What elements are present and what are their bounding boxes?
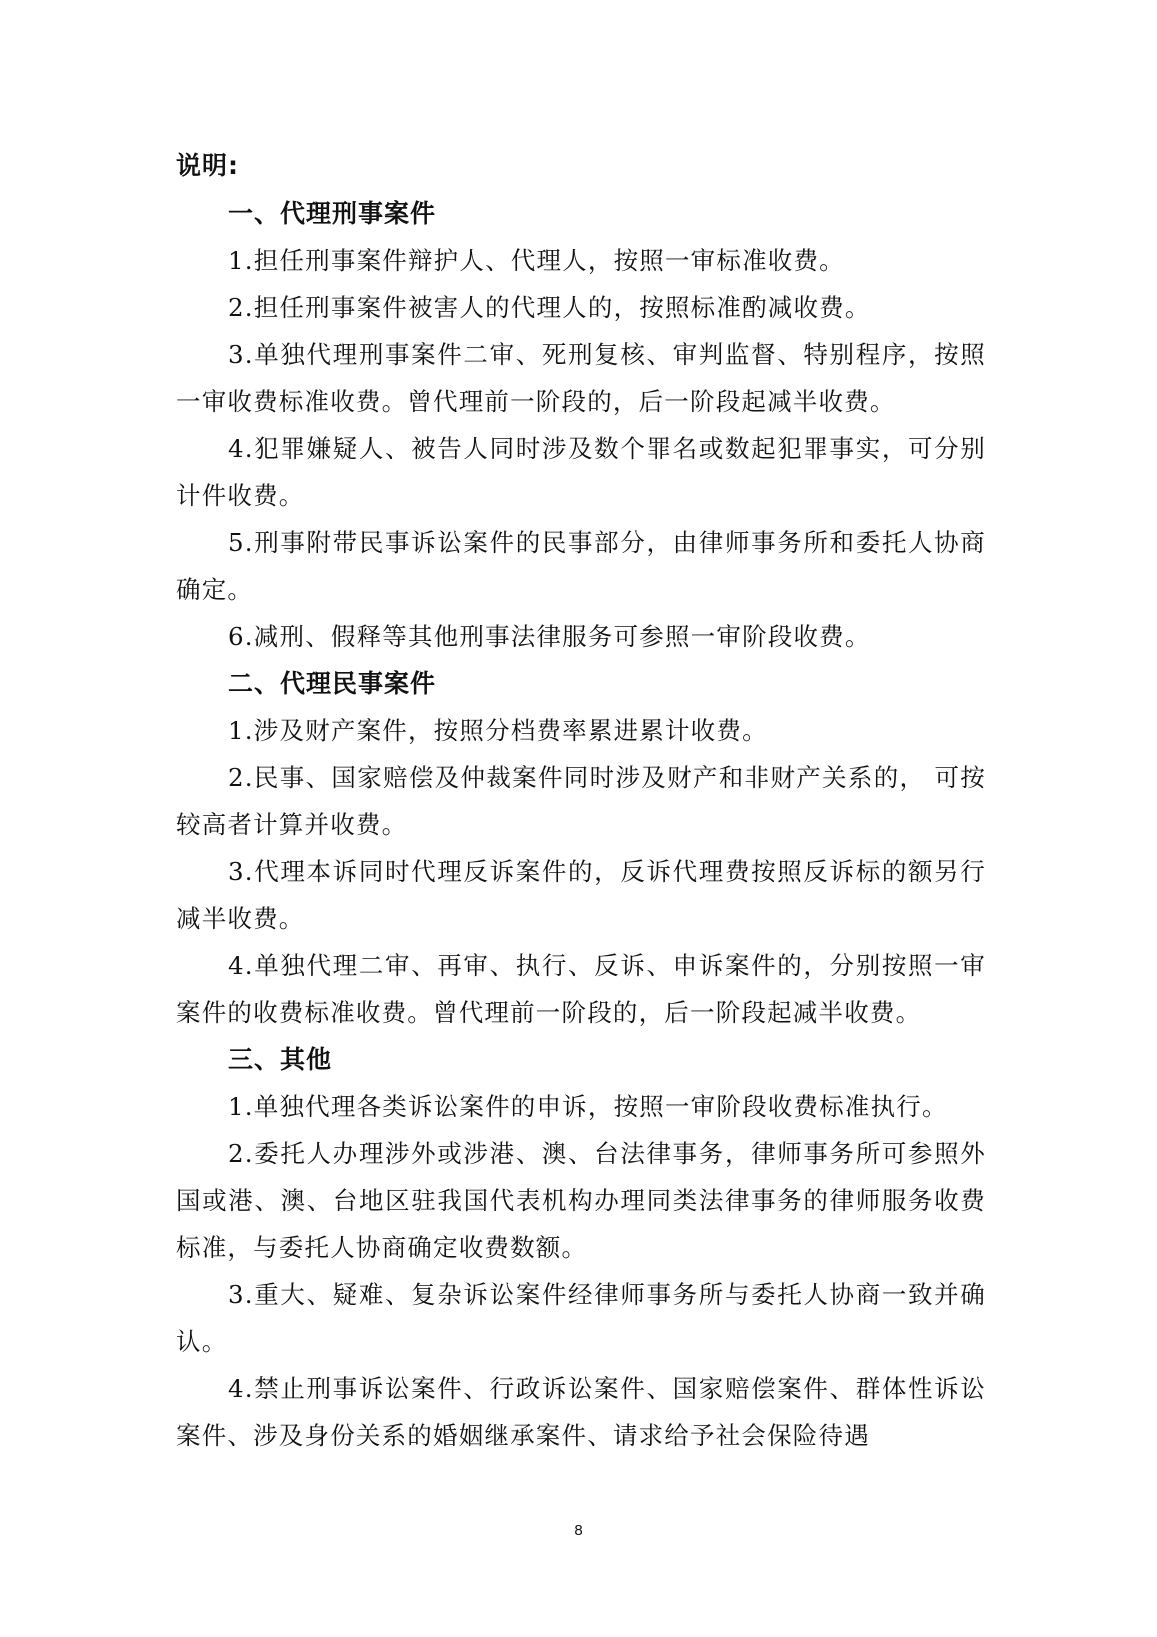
list-item: 6.减刑、假释等其他刑事法律服务可参照一审阶段收费。 [228,622,871,651]
list-item: 2.委托人办理涉外或涉港、澳、台法律事务，律师事务所可参照外国或港、澳、台地区驻我国代表机构办理同类法律事务的律师服务收费标准，与委托人协商确定收费数额。 [176,1139,986,1262]
document-body [176,142,986,1459]
list-item: 5.刑事附带民事诉讼案件的民事部分，由律师事务所和委托人协商确定。 [176,528,986,604]
document-title: 说明: [176,151,239,180]
page-number: 8 [574,1522,583,1539]
list-item: 3.重大、疑难、复杂诉讼案件经律师事务所与委托人协商一致并确认。 [176,1280,986,1356]
list-item: 4.犯罪嫌疑人、被告人同时涉及数个罪名或数起犯罪事实，可分别计件收费。 [176,434,986,510]
section-criminal [176,190,986,660]
section-other [176,1036,986,1459]
list-item: 4.禁止刑事诉讼案件、行政诉讼案件、国家赔偿案件、群体性诉讼案件、涉及身份关系的婚姻继承案件、请求给予社会保险待遇 [176,1374,986,1450]
section-heading: 三、其他 [228,1045,333,1074]
list-item: 3.单独代理刑事案件二审、死刑复核、审判监督、特别程序，按照一审收费标准收费。曾代理前一阶段的，后一阶段起减半收费。 [176,340,986,416]
list-item: 1.担任刑事案件辩护人、代理人，按照一审标准收费。 [228,246,845,275]
list-item: 2.民事、国家赔偿及仲裁案件同时涉及财产和非财产关系的， 可按较高者计算并收费。 [176,763,986,839]
list-item: 1.单独代理各类诉讼案件的申诉，按照一审阶段收费标准执行。 [228,1092,948,1121]
list-item: 1.涉及财产案件，按照分档费率累进累计收费。 [228,716,768,745]
section-heading: 二、代理民事案件 [228,669,437,698]
list-item: 4.单独代理二审、再审、执行、反诉、申诉案件的，分别按照一审案件的收费标准收费。曾代理前一阶段的，后一阶段起减半收费。 [176,951,986,1027]
section-civil [176,660,986,1036]
list-item: 2.担任刑事案件被害人的代理人的，按照标准酌减收费。 [228,293,871,322]
list-item: 3.代理本诉同时代理反诉案件的，反诉代理费按照反诉标的额另行减半收费。 [176,857,986,933]
section-heading: 一、代理刑事案件 [228,199,437,228]
